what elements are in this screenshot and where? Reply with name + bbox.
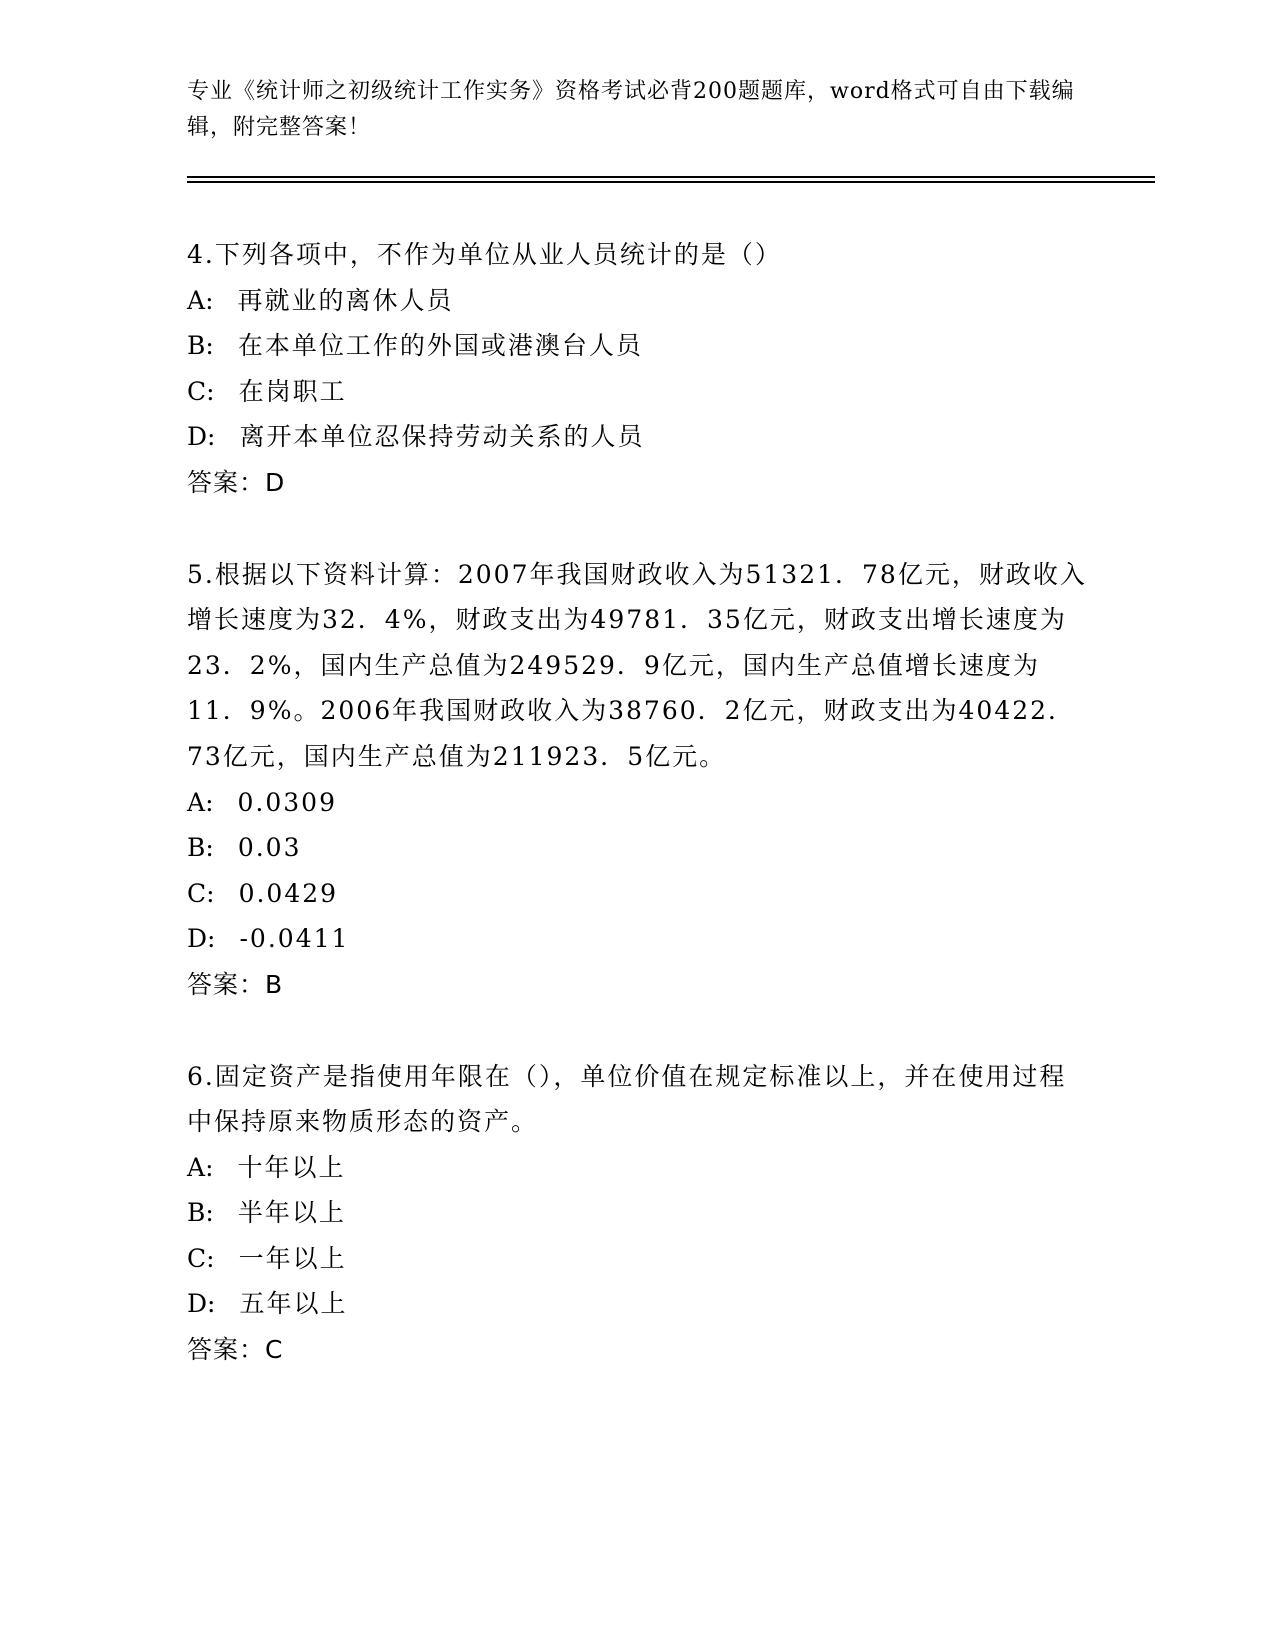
answer-line: 答案：C — [187, 1335, 284, 1365]
option-d: D: 离开本单位忍保持劳动关系的人员 — [187, 422, 645, 452]
option-key: D — [187, 422, 208, 452]
question-stem: 6.固定资产是指使用年限在（），单位价值在规定标准以上，并在使用过程中保持原来物质形态的资产。 — [187, 1061, 1067, 1137]
option-text: 半年以上 — [237, 1198, 346, 1228]
option-text: 0.03 — [237, 833, 302, 863]
option-d: D: -0.0411 — [187, 924, 350, 954]
question-4 — [187, 232, 1087, 506]
option-text: 五年以上 — [239, 1289, 348, 1319]
option-c: C: 一年以上 — [187, 1243, 347, 1273]
option-a: A: 再就业的离休人员 — [187, 285, 454, 315]
option-b: B: 半年以上 — [187, 1198, 346, 1228]
option-a: A: 0.0309 — [187, 787, 337, 817]
option-key: D — [187, 924, 208, 954]
answer-line: 答案：B — [187, 969, 284, 999]
option-text: 在岗职工 — [238, 376, 347, 406]
option-key: C — [187, 1243, 207, 1273]
option-text: 再就业的离休人员 — [237, 285, 454, 315]
option-text: 0.0309 — [237, 787, 337, 817]
question-stem: 4.下列各项中，不作为单位从业人员统计的是（） — [187, 240, 782, 269]
option-key: B — [187, 1198, 206, 1228]
option-text: -0.0411 — [239, 924, 350, 954]
option-c: C: 在岗职工 — [187, 376, 347, 406]
question-6 — [187, 1054, 1087, 1373]
answer-line: 答案：D — [187, 467, 286, 497]
option-key: B — [187, 331, 206, 361]
option-text: 一年以上 — [238, 1243, 347, 1273]
header-divider-bottom — [187, 181, 1155, 183]
option-key: C — [187, 376, 207, 406]
option-d: D: 五年以上 — [187, 1289, 348, 1319]
option-a: A: 十年以上 — [187, 1152, 346, 1182]
option-key: D — [187, 1289, 208, 1319]
option-key: A — [187, 1152, 206, 1182]
question-list — [187, 232, 1087, 1419]
option-b: B: 在本单位工作的外国或港澳台人员 — [187, 331, 643, 361]
option-text: 在本单位工作的外国或港澳台人员 — [237, 331, 643, 361]
option-key: B — [187, 833, 206, 863]
option-text: 十年以上 — [237, 1152, 346, 1182]
option-text: 离开本单位忍保持劳动关系的人员 — [239, 422, 645, 452]
option-text: 0.0429 — [238, 878, 339, 908]
header-divider-top — [187, 176, 1155, 178]
option-b: B: 0.03 — [187, 833, 302, 863]
question-5 — [187, 552, 1087, 1008]
question-stem: 5.根据以下资料计算：2007年我国财政收入为51321．78亿元，财政收入增长速度为32．4%，财政支出为49781．35亿元，财政支出增长速度为23．2%，国内生产总值为249529．9亿元，国内生产总值增长速度为11．9%。2006年我国财政收入为38760．2亿元，财政支出为40422．73亿元，国内生产总值为211923．5亿元。 — [187, 559, 1087, 771]
option-key: C — [187, 878, 207, 908]
document-header: 专业《统计师之初级统计工作实务》资格考试必背200题题库，word格式可自由下载编辑，附完整答案！ — [187, 79, 1075, 140]
option-key: A — [187, 787, 206, 817]
option-key: A — [187, 285, 206, 315]
option-c: C: 0.0429 — [187, 878, 339, 908]
